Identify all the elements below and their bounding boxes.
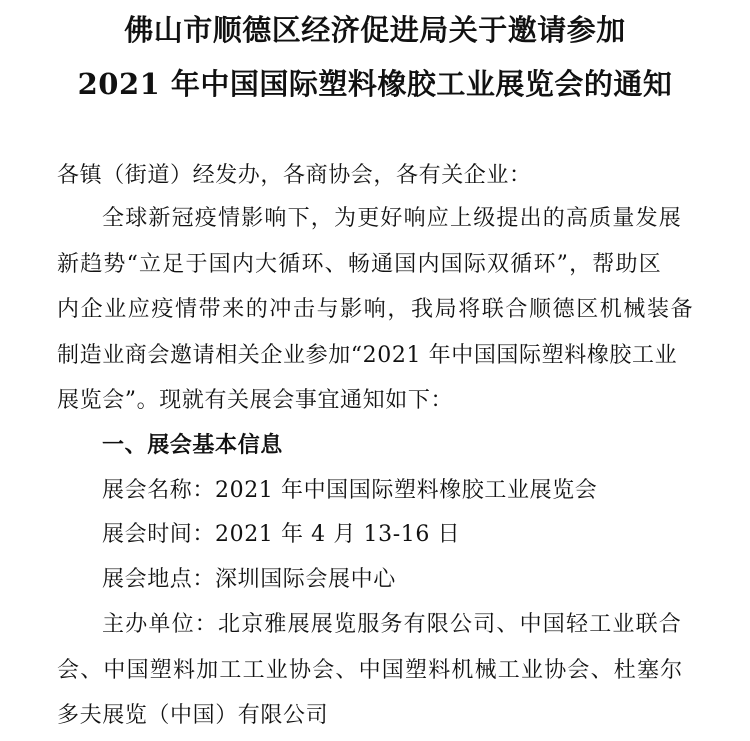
body-paragraph-line: 全球新冠疫情影响下，为更好响应上级提出的高质量发展 <box>102 206 683 231</box>
document-title-line-2: 2021 年中国国际塑料橡胶工业展览会的通知 <box>77 67 673 101</box>
body-paragraph-line: 展览会”。现就有关展会事宜通知如下： <box>57 388 454 413</box>
body-paragraph-line: 新趋势“立足于国内大循环、畅通国内国际双循环”，帮助区 <box>57 252 662 277</box>
exhibition-location: 展会地点：深圳国际会展中心 <box>102 567 396 592</box>
organizers-line: 多夫展览（中国）有限公司 <box>57 703 329 728</box>
exhibition-name: 展会名称：2021 年中国国际塑料橡胶工业展览会 <box>102 478 598 503</box>
organizers-line: 会、中国塑料加工工业协会、中国塑料机械工业协会、杜塞尔 <box>57 658 684 683</box>
salutation: 各镇（街道）经发办，各商协会，各有关企业： <box>57 163 532 188</box>
document-title-line-1: 佛山市顺德区经济促进局关于邀请参加 <box>124 13 626 47</box>
section-heading: 一、展会基本信息 <box>102 432 283 458</box>
body-paragraph-line: 内企业应疫情带来的冲击与影响，我局将联合顺德区机械装备 <box>57 297 695 322</box>
body-paragraph-line: 制造业商会邀请相关企业参加“2021 年中国国际塑料橡胶工业 <box>57 343 678 368</box>
exhibition-time: 展会时间：2021 年 4 月 13-16 日 <box>102 522 461 547</box>
organizers-line: 主办单位：北京雅展展览服务有限公司、中国轻工业联合 <box>102 612 683 637</box>
